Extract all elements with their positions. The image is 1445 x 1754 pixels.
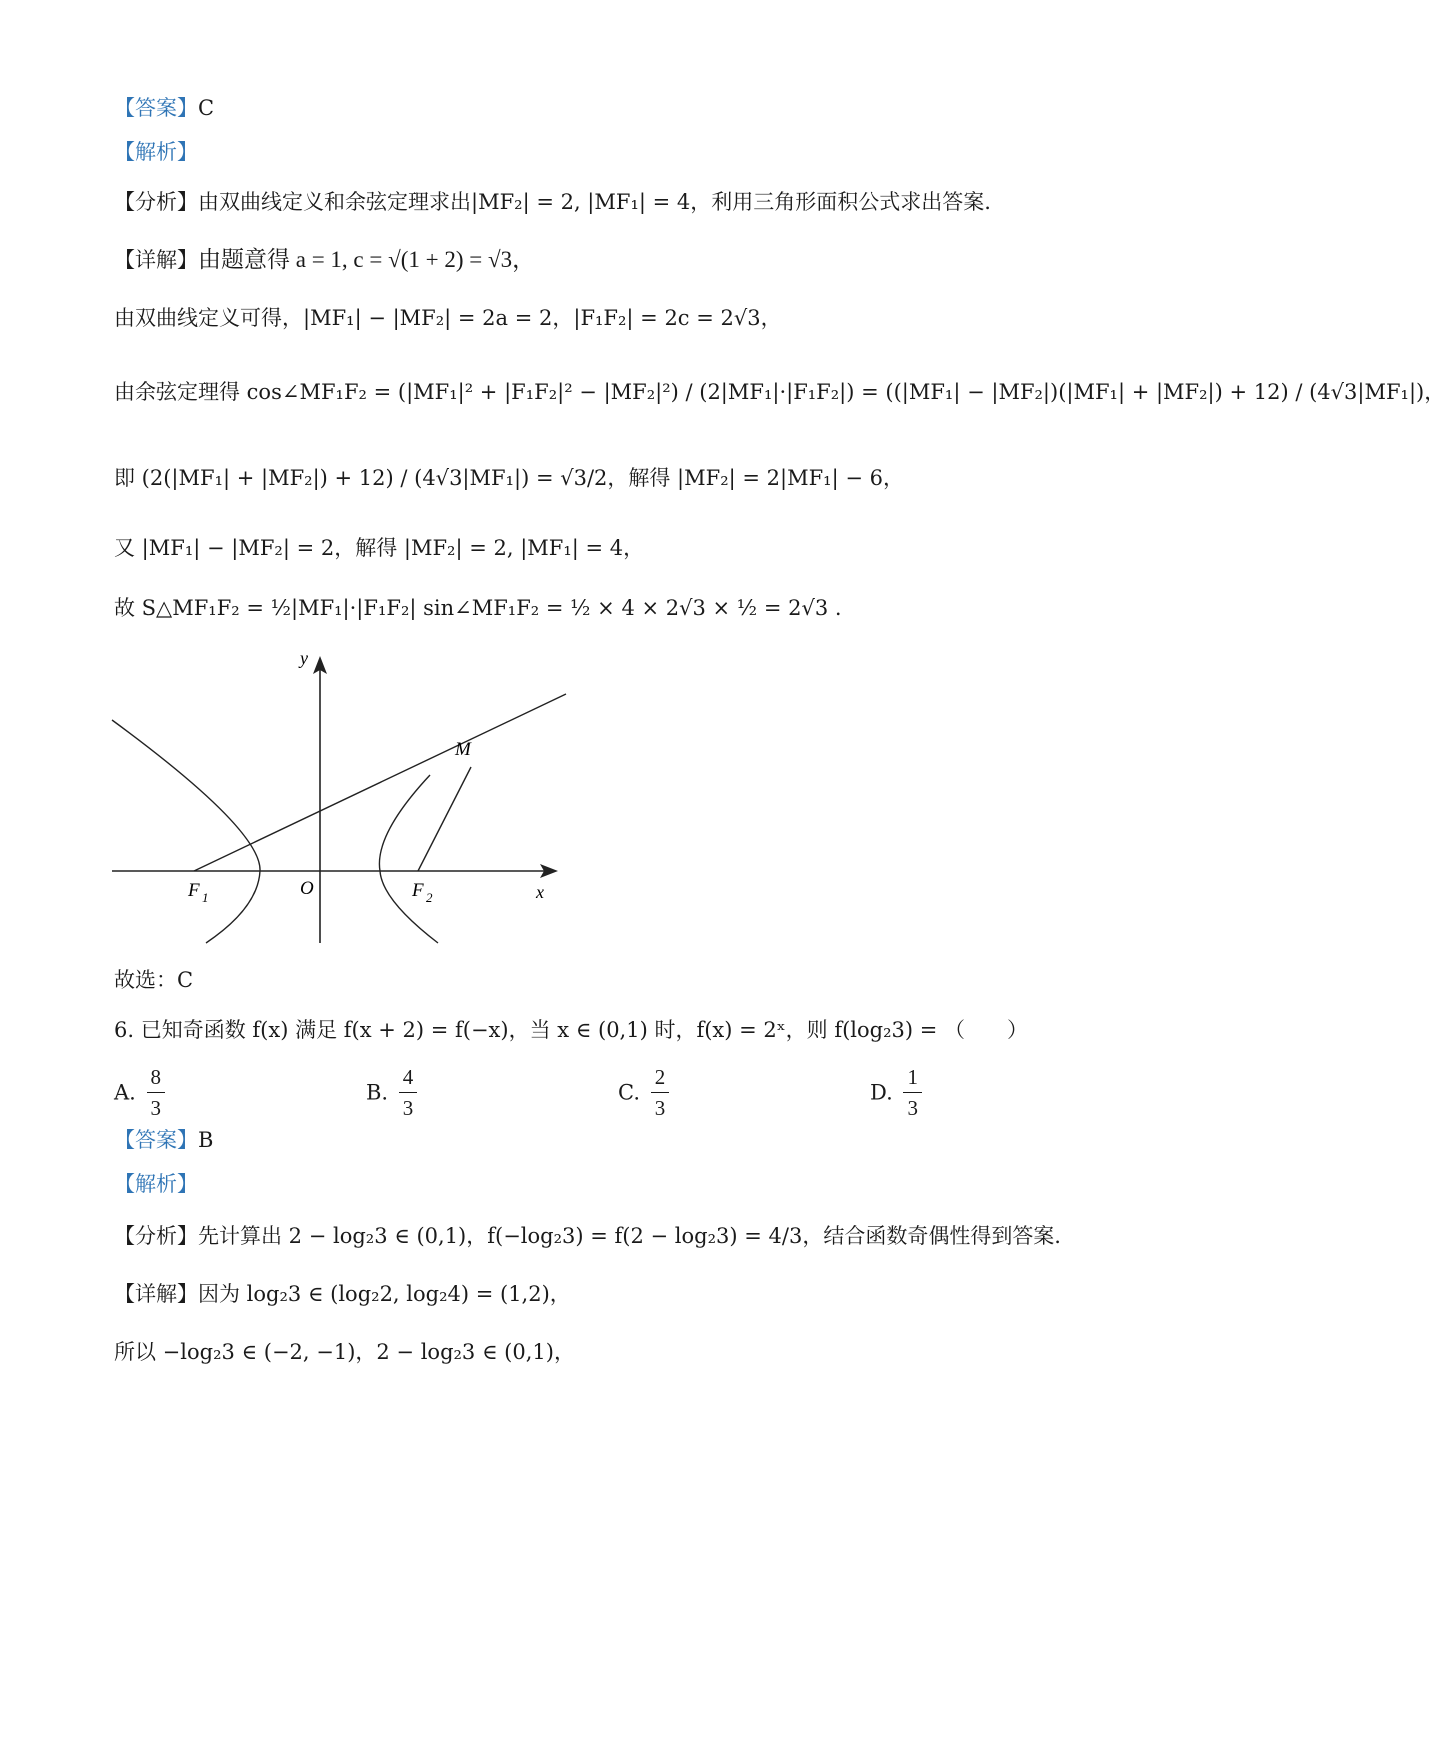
label-f1: F bbox=[188, 880, 200, 901]
option-b[interactable] bbox=[366, 1062, 421, 1123]
analysis-tag: 【解析】 bbox=[114, 140, 198, 164]
fenxi-line bbox=[114, 188, 991, 216]
line-f1-m bbox=[194, 694, 566, 871]
option-d-label: D. bbox=[870, 1080, 893, 1105]
q6-answer-line bbox=[114, 1126, 213, 1154]
solution-step-1: 由题意得 a = 1, c = √(1 + 2) = √3， bbox=[198, 247, 536, 272]
q6-xiangjie-tag: 【详解】 bbox=[114, 1282, 198, 1306]
q6-step-1: 因为 log₂3 ∈ (log₂2, log₂4) = (1,2)， bbox=[198, 1282, 571, 1306]
option-c-fraction: $\frac{2}{3}$ bbox=[651, 1062, 670, 1123]
option-a-label: A. bbox=[114, 1080, 136, 1105]
option-b-label: B. bbox=[366, 1080, 389, 1105]
label-f2: F bbox=[412, 880, 424, 901]
hyperbola-left-branch bbox=[112, 720, 260, 943]
q6-step-2: 所以 −log₂3 ∈ (−2, −1)，2 − log₂3 ∈ (0,1)， bbox=[114, 1340, 575, 1364]
segment-f2-m bbox=[418, 767, 471, 871]
q6-analysis-tag: 【解析】 bbox=[114, 1172, 198, 1196]
answer-tag: 【答案】 bbox=[114, 96, 198, 120]
label-m: M bbox=[455, 739, 471, 760]
option-d-fraction: $\frac{1}{3}$ bbox=[903, 1062, 922, 1123]
hyperbola-right-branch bbox=[379, 775, 438, 943]
q6-fenxi-tag: 【分析】 bbox=[114, 1224, 198, 1248]
q6-answer-tag: 【答案】 bbox=[114, 1128, 198, 1152]
option-c[interactable] bbox=[618, 1062, 673, 1123]
xiangjie-tag: 【详解】 bbox=[114, 248, 198, 272]
option-c-label: C. bbox=[618, 1080, 640, 1105]
q6-answer-value: B bbox=[198, 1128, 214, 1152]
label-x: x bbox=[536, 882, 544, 902]
option-a-fraction: $\frac{8}{3}$ bbox=[147, 1062, 166, 1123]
q6-fenxi-line bbox=[114, 1222, 1061, 1250]
label-o: O bbox=[300, 878, 314, 899]
q6-fenxi-text: 先计算出 2 − log₂3 ∈ (0,1)，f(−log₂3) = f(2 − log₂3) = 4/3，结合函数奇偶性得到答案. bbox=[198, 1224, 1061, 1248]
option-d[interactable] bbox=[870, 1062, 926, 1123]
xiangjie-line bbox=[114, 246, 535, 274]
solution-step-5: 又 |MF₁| − |MF₂| = 2，解得 |MF₂| = 2, |MF₁| = 4， bbox=[114, 536, 645, 560]
answer-line bbox=[114, 94, 214, 122]
solution-step-6: 故 S△MF₁F₂ = ½|MF₁|·|F₁F₂| sin∠MF₁F₂ = ½ × 4 × 2√3 × ½ = 2√3 . bbox=[114, 596, 842, 620]
question-6-stem: 6. 已知奇函数 f(x) 满足 f(x + 2) = f(−x)，当 x ∈ (0,1) 时，f(x) = 2ˣ，则 f(log₂3) = （ ） bbox=[114, 1018, 1029, 1042]
q6-xiangjie-line bbox=[114, 1280, 571, 1308]
option-a[interactable] bbox=[114, 1062, 169, 1123]
final-choice: 故选：C bbox=[114, 968, 194, 992]
fenxi-tag: 【分析】 bbox=[114, 190, 198, 214]
label-y: y bbox=[300, 648, 308, 668]
answer-value: C bbox=[198, 96, 215, 120]
solution-step-3: 由余弦定理得 cos∠MF₁F₂ = (|MF₁|² + |F₁F₂|² − |MF₂|²) / (2|MF₁|·|F₁F₂|) = ((|MF₁| − |MF₂|)(|MF₁| + |MF₂|) + 12) / (4√3|MF₁|)， bbox=[114, 380, 1445, 404]
solution-step-4: 即 (2(|MF₁| + |MF₂|) + 12) / (4√3|MF₁|) = √3/2，解得 |MF₂| = 2|MF₁| − 6， bbox=[114, 466, 904, 490]
hyperbola-diagram bbox=[112, 640, 572, 950]
label-f1-sub: 1 bbox=[202, 890, 209, 905]
fenxi-text: 由双曲线定义和余弦定理求出|MF₂| = 2, |MF₁| = 4，利用三角形面积公式求出答案. bbox=[198, 190, 991, 214]
option-b-fraction: $\frac{4}{3}$ bbox=[399, 1062, 418, 1123]
label-f2-sub: 2 bbox=[426, 890, 433, 905]
solution-step-2: 由双曲线定义可得，|MF₁| − |MF₂| = 2a = 2，|F₁F₂| = 2c = 2√3， bbox=[114, 306, 782, 330]
